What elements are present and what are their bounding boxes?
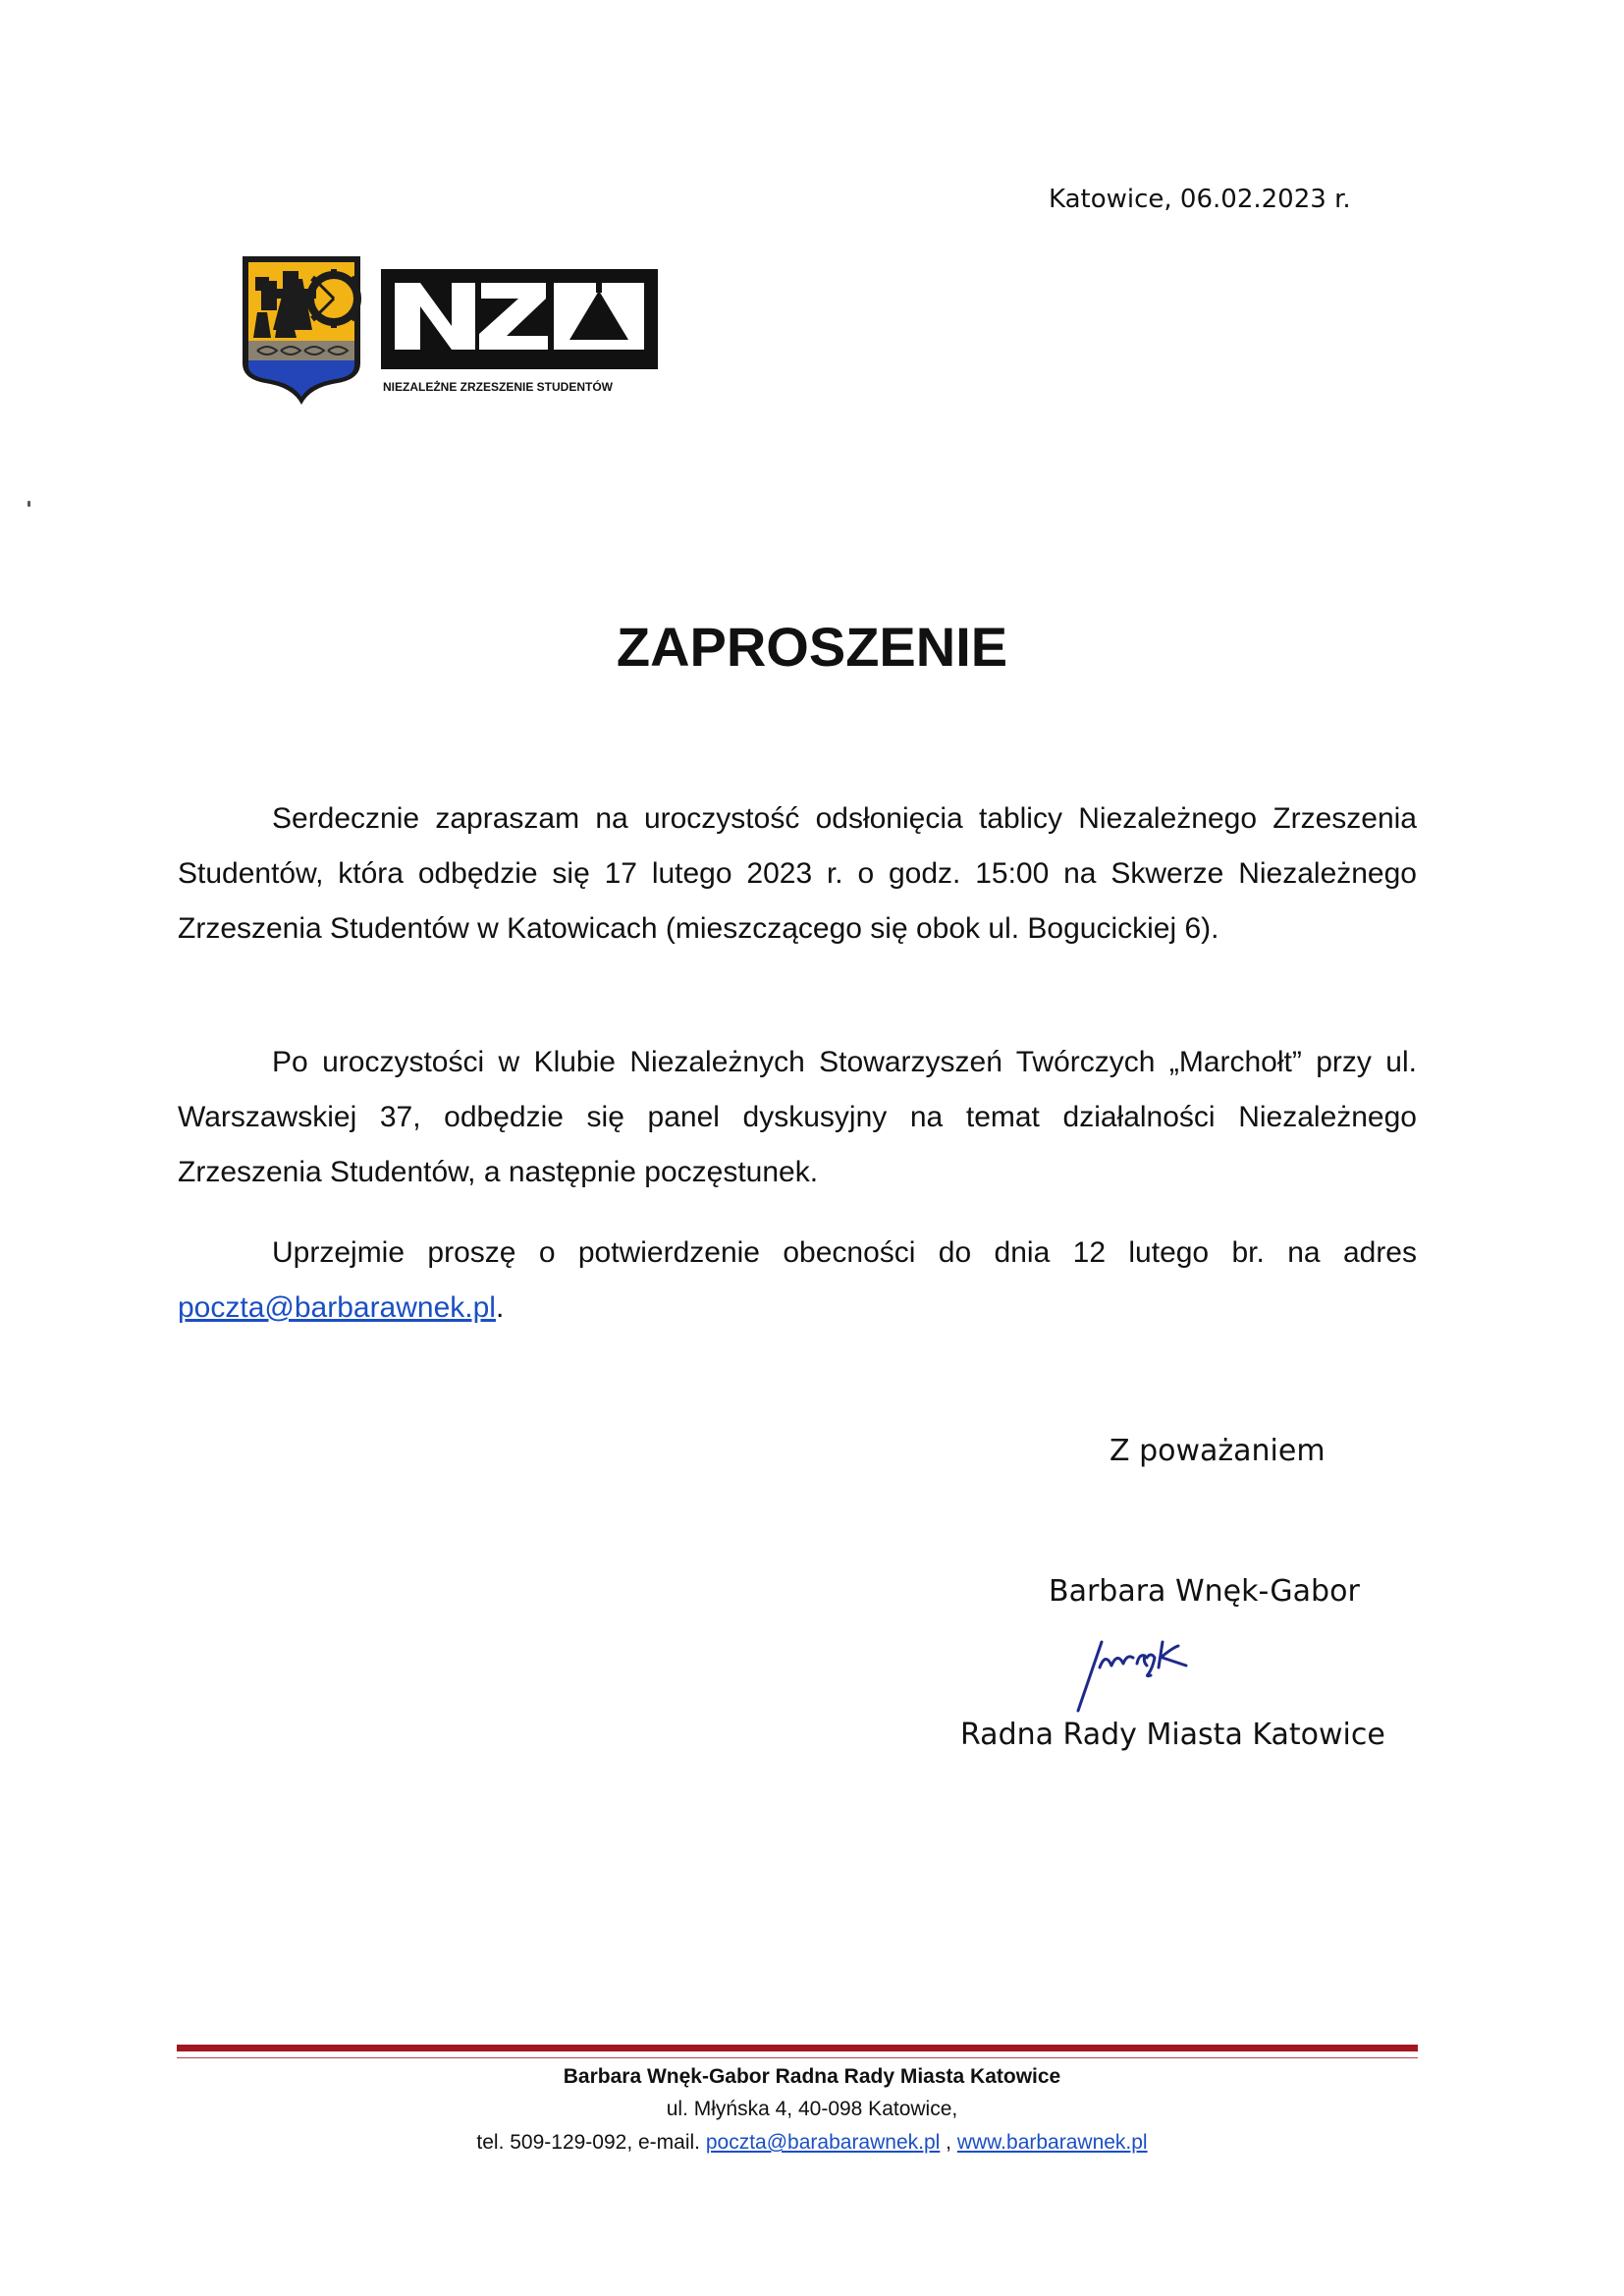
rsvp-prefix: Uprzejmie proszę o potwierdzenie obecności do dnia 12 lutego br. na adres xyxy=(272,1236,1417,1269)
footer-address: ul. Młyńska 4, 40-098 Katowice, xyxy=(666,2098,958,2120)
document-title: ZAPROSZENIE xyxy=(616,616,1008,678)
katowice-crest-icon xyxy=(240,253,363,407)
paragraph-panel xyxy=(178,1035,1417,1200)
signatory-name: Barbara Wnęk-Gabor xyxy=(1049,1574,1360,1609)
footer-phone: tel. 509-129-092, e-mail. xyxy=(476,2131,706,2154)
handwritten-signature-icon xyxy=(1072,1628,1229,1717)
paragraph-text: Po uroczystości w Klubie Niezależnych Stowarzyszeń Twórczych „Marchołt” przy ul. Warszawskiej 37, odbędzie się panel dyskusyjny na temat działalności Niezależnego Zrzeszenia Studentów, a następnie poczęstunek. xyxy=(178,1046,1417,1188)
footer-divider-thin xyxy=(177,2057,1418,2058)
closing-salutation: Z poważaniem xyxy=(1110,1434,1326,1468)
footer-website-link[interactable]: www.barbarawnek.pl xyxy=(956,2131,1148,2154)
rsvp-suffix: . xyxy=(495,1291,505,1324)
rsvp-text xyxy=(178,1226,1417,1336)
scan-speck xyxy=(27,501,30,507)
footer-contact xyxy=(0,2131,1624,2155)
paragraph-text: Serdecznie zapraszam na uroczystość odsłonięcia tablicy Niezależnego Zrzeszenia Studentów, która odbędzie się 17 lutego 2023 r. o godz. 15:00 na Skwerze Niezależnego Zrzeszenia Studentów w Katowicach (mieszczącego się obok ul. Bogucickiej 6). xyxy=(178,802,1417,945)
nzs-caption: NIEZALEŻNE ZRZESZENIE STUDENTÓW xyxy=(383,380,613,394)
paragraph-invitation xyxy=(178,792,1417,957)
nzs-logo-icon xyxy=(381,269,658,369)
footer-separator: , xyxy=(940,2131,957,2154)
paragraph-rsvp xyxy=(178,1226,1417,1336)
signatory-role: Radna Rady Miasta Katowice xyxy=(960,1718,1385,1752)
footer-email-link[interactable]: poczta@barabarawnek.pl xyxy=(705,2131,941,2154)
footer-sender: Barbara Wnęk-Gabor Radna Rady Miasta Katowice xyxy=(563,2065,1061,2088)
rsvp-email-link[interactable]: poczta@barbarawnek.pl xyxy=(178,1291,496,1324)
footer-divider-thick xyxy=(177,2045,1418,2051)
date-line: Katowice, 06.02.2023 r. xyxy=(1049,185,1351,214)
